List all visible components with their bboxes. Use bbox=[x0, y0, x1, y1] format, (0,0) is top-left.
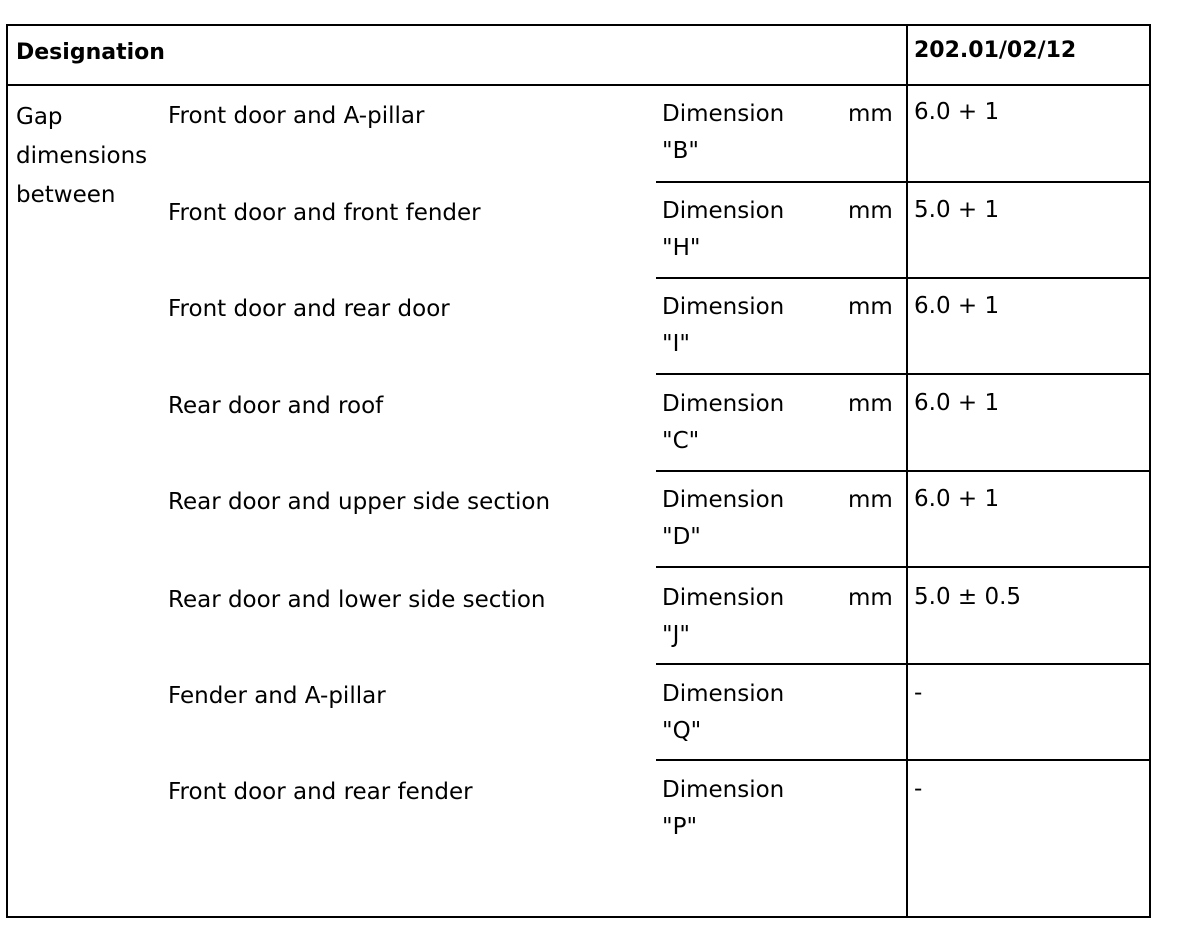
part-label: Front door and front fender bbox=[168, 200, 481, 226]
row-separator bbox=[656, 663, 1149, 665]
row-separator bbox=[656, 759, 1149, 761]
dimension-code: "C" bbox=[662, 428, 700, 454]
group-label-line: between bbox=[16, 182, 116, 208]
part-label: Rear door and lower side section bbox=[168, 587, 546, 613]
header-separator bbox=[8, 84, 1149, 86]
gap-value: 6.0 + 1 bbox=[914, 486, 1000, 512]
unit-label: mm bbox=[848, 101, 893, 127]
designation-header: Designation bbox=[16, 40, 165, 65]
row-separator bbox=[656, 470, 1149, 472]
group-label-line: dimensions bbox=[16, 143, 148, 169]
dimension-word: Dimension bbox=[662, 391, 785, 417]
part-label: Rear door and roof bbox=[168, 393, 384, 419]
row-separator bbox=[656, 373, 1149, 375]
dimension-code: "D" bbox=[662, 524, 701, 550]
dimension-word: Dimension bbox=[662, 101, 785, 127]
part-label: Front door and A-pillar bbox=[168, 103, 425, 129]
unit-label: mm bbox=[848, 585, 893, 611]
dimension-code: "H" bbox=[662, 235, 701, 261]
unit-label: mm bbox=[848, 198, 893, 224]
dimension-word: Dimension bbox=[662, 585, 785, 611]
gap-value: 6.0 + 1 bbox=[914, 390, 1000, 416]
dimension-code: "J" bbox=[662, 622, 690, 648]
gap-dimensions-table bbox=[6, 24, 1151, 918]
dimension-word: Dimension bbox=[662, 777, 785, 803]
gap-value: 6.0 + 1 bbox=[914, 293, 1000, 319]
row-separator bbox=[656, 277, 1149, 279]
unit-label: mm bbox=[848, 487, 893, 513]
dimension-word: Dimension bbox=[662, 487, 785, 513]
dimension-code: "B" bbox=[662, 138, 699, 164]
dimension-code: "I" bbox=[662, 331, 690, 357]
row-separator bbox=[656, 181, 1149, 183]
part-label: Fender and A-pillar bbox=[168, 683, 386, 709]
unit-label: mm bbox=[848, 294, 893, 320]
gap-value: 5.0 + 1 bbox=[914, 197, 1000, 223]
group-label-line: Gap bbox=[16, 104, 63, 130]
gap-value: 6.0 + 1 bbox=[914, 99, 1000, 125]
gap-value: - bbox=[914, 680, 923, 706]
gap-value: - bbox=[914, 776, 923, 802]
dimension-word: Dimension bbox=[662, 198, 785, 224]
row-separator bbox=[656, 566, 1149, 568]
part-label: Front door and rear fender bbox=[168, 779, 473, 805]
dimension-word: Dimension bbox=[662, 294, 785, 320]
part-label: Front door and rear door bbox=[168, 296, 450, 322]
dimension-code: "P" bbox=[662, 814, 698, 840]
part-label: Rear door and upper side section bbox=[168, 489, 551, 515]
dimension-code: "Q" bbox=[662, 718, 702, 744]
model-header: 202.01/02/12 bbox=[914, 38, 1077, 63]
dimension-word: Dimension bbox=[662, 681, 785, 707]
gap-value: 5.0 ± 0.5 bbox=[914, 584, 1022, 610]
unit-label: mm bbox=[848, 391, 893, 417]
